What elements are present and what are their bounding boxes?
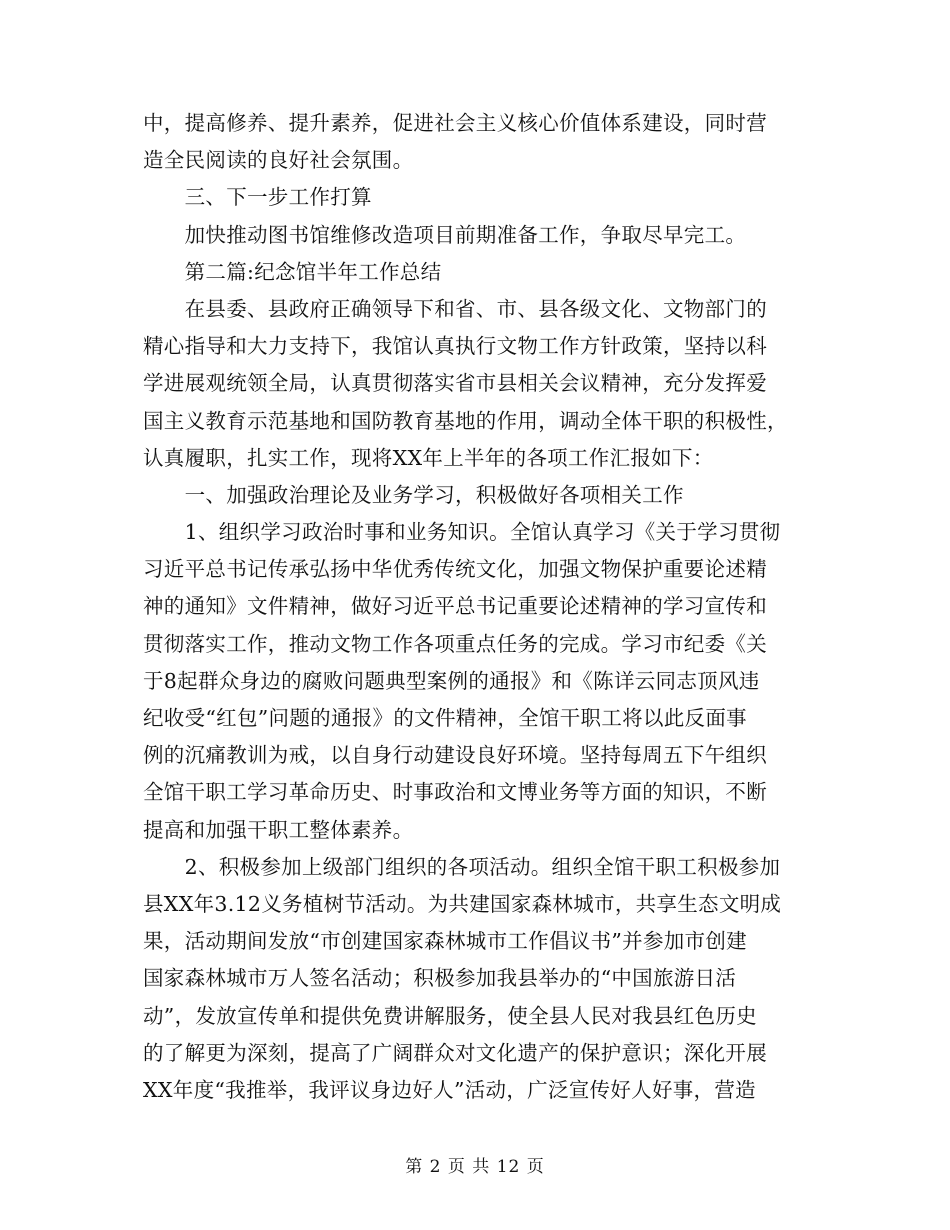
text-line: 纪收受“红包”问题的通报》的文件精神，全馆干职工将以此反面事 bbox=[143, 706, 747, 730]
text-line: 果，活动期间发放“市创建国家森林城市工作倡议书”并参加市创建 bbox=[143, 929, 747, 954]
chapter-heading: 第二篇:纪念馆半年工作总结 bbox=[143, 259, 442, 284]
page-number: 第 2 页 共 12 页 bbox=[405, 1157, 545, 1177]
text-line: 的了解更为深刻，提高了广阔群众对文化遗产的保护意识；深化开展 bbox=[143, 1040, 767, 1065]
text-line: 在县委、县政府正确领导下和省、市、县各级文化、文物部门的 bbox=[143, 296, 767, 321]
text-line: 国主义教育示范基地和国防教育基地的作用，调动全体干职的积极性， bbox=[143, 408, 788, 433]
text-line: 1、组织学习政治时事和业务知识。全馆认真学习《关于学习贯彻 bbox=[143, 520, 781, 545]
text-line: 县XX年3.12义务植树节活动。为共建国家森林城市，共享生态文明成 bbox=[143, 891, 782, 916]
text-line: 国家森林城市万人签名活动；积极参加我县举办的“中国旅游日活 bbox=[143, 966, 737, 991]
text-line: 习近平总书记传承弘扬中华优秀传统文化，加强文物保护重要论述精 bbox=[143, 557, 767, 582]
text-line: 贯彻落实工作，推动文物工作各项重点任务的完成。学习市纪委《关 bbox=[143, 631, 767, 656]
text-line: 神的通知》文件精神，做好习近平总书记重要论述精神的学习宣传和 bbox=[143, 594, 767, 619]
text-line: 于8起群众身边的腐败问题典型案例的通报》和《陈详云同志顶风违 bbox=[143, 668, 760, 693]
document-body bbox=[143, 105, 807, 1109]
text-line: 全馆干职工学习革命历史、时事政治和文博业务等方面的知识，不断 bbox=[143, 780, 767, 805]
text-line: 学进展观统领全局，认真贯彻落实省市县相关会议精神，充分发挥爱 bbox=[143, 371, 767, 396]
text-line: 精心指导和大力支持下，我馆认真执行文物工作方针政策，坚持以科 bbox=[143, 334, 767, 359]
text-line: 2、积极参加上级部门组织的各项活动。组织全馆干职工积极参加 bbox=[143, 854, 781, 879]
text-line: 造全民阅读的良好社会氛围。 bbox=[143, 148, 414, 173]
text-line: 例的沉痛教训为戒，以自身行动建设良好环境。坚持每周五下午组织 bbox=[143, 743, 767, 768]
text-line: 中，提高修养、提升素养，促进社会主义核心价值体系建设，同时营 bbox=[143, 111, 767, 135]
text-line: XX年度“我推举，我评议身边好人”活动，广泛宣传好人好事，营造 bbox=[143, 1077, 756, 1102]
section-heading: 一、加强政治理论及业务学习，积极做好各项相关工作 bbox=[143, 482, 684, 507]
text-line: 加快推动图书馆维修改造项目前期准备工作，争取尽早完工。 bbox=[143, 222, 747, 247]
text-line: 认真履职，扎实工作，现将XX年上半年的各项工作汇报如下： bbox=[143, 445, 714, 470]
text-line: 提高和加强干职工整体素养。 bbox=[143, 817, 414, 842]
text-line: 动”，发放宣传单和提供免费讲解服务，使全县人民对我县红色历史 bbox=[143, 1003, 757, 1028]
section-heading: 三、下一步工作打算 bbox=[143, 185, 372, 210]
